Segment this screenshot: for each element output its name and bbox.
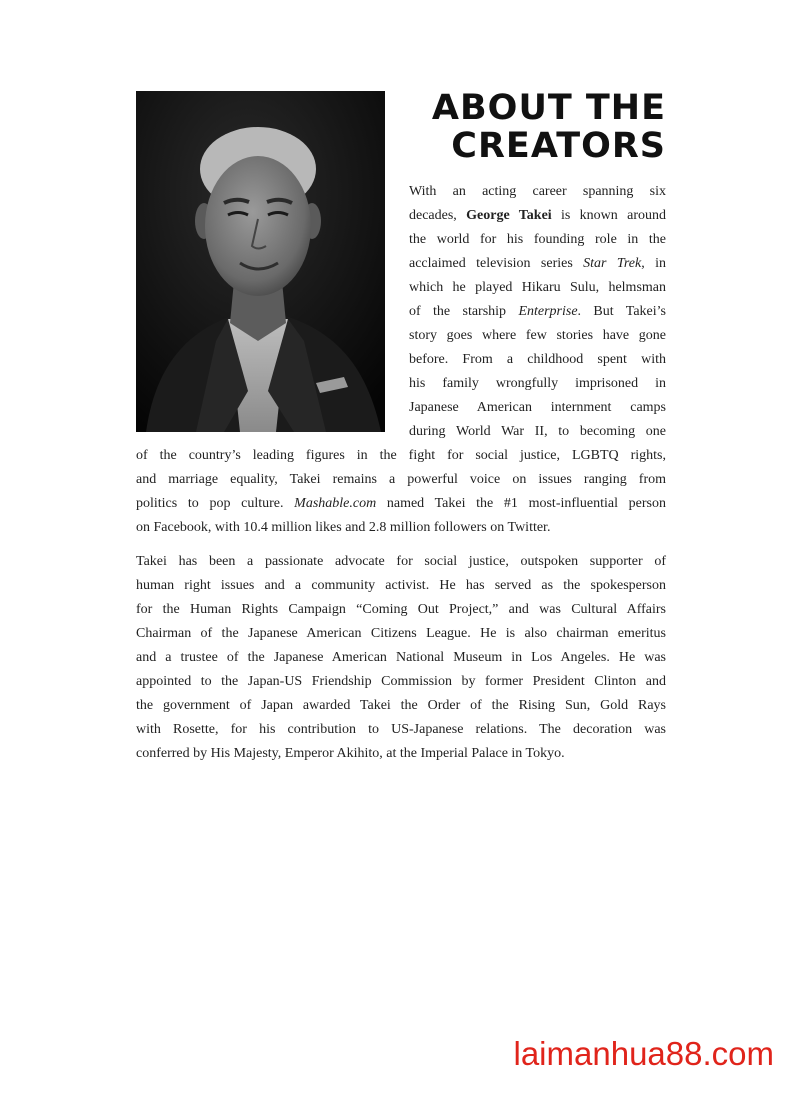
bio-line: on Facebook, with 10.4 million likes and 2.8 million followers on Twitter. [136, 520, 551, 535]
bio-line: the world for his founding role in the [409, 232, 666, 247]
heading-line-1: ABOUT THE [431, 88, 666, 128]
bio-line: With an acting career spanning six [409, 184, 666, 199]
watermark: laimanhua88.com [513, 1035, 774, 1072]
portrait-illustration [136, 91, 385, 432]
bio-line: the government of Japan awarded Takei the Order of the Rising Sun, Gold Rays [136, 698, 666, 713]
bio-line: which he played Hikaru Sulu, helmsman [409, 280, 666, 295]
bio-line: Chairman of the Japanese American Citizens League. He is also chairman emeritus [136, 626, 666, 641]
bio-line: acclaimed television series Star Trek, in [409, 256, 666, 271]
bio-line: story goes where few stories have gone [409, 328, 666, 343]
portrait-photo [136, 91, 385, 432]
bio-line: decades, George Takei is known around [409, 208, 666, 223]
bio-line: of the starship Enterprise. But Takei’s [409, 304, 666, 319]
creator-name: George Takei [466, 208, 552, 223]
bio-line: with Rosette, for his contribution to US-Japanese relations. The decoration was [136, 722, 666, 737]
bio-line: of the country’s leading figures in the fight for social justice, LGBTQ rights, [136, 448, 666, 463]
bio-line: human right issues and a community activist. He has served as the spokesperson [136, 578, 666, 593]
heading-line-2: CREATORS [451, 126, 666, 166]
series-title: Star Trek [583, 256, 642, 271]
bio-line: before. From a childhood spent with [409, 352, 666, 367]
bio-line: Japanese American internment camps [409, 400, 666, 415]
starship-name: Enterprise [518, 304, 578, 319]
bio-full-width [136, 444, 666, 540]
bio-paragraph-2 [136, 550, 666, 766]
page-heading [432, 89, 666, 165]
bio-line: during World War II, to becoming one [409, 424, 666, 439]
bio-line: conferred by His Majesty, Emperor Akihito, at the Imperial Palace in Tokyo. [136, 746, 565, 761]
bio-line: and a trustee of the Japanese American National Museum in Los Angeles. He was [136, 650, 666, 665]
website-name: Mashable.com [294, 496, 377, 511]
bio-wrapped-column [409, 180, 666, 444]
bio-line: for the Human Rights Campaign “Coming Out Project,” and was Cultural Affairs [136, 602, 666, 617]
bio-line: politics to pop culture. Mashable.com named Takei the #1 most-influential person [136, 496, 667, 511]
bio-line: his family wrongfully imprisoned in [409, 376, 666, 391]
bio-line: Takei has been a passionate advocate for social justice, outspoken supporter of [136, 554, 666, 569]
bio-line: appointed to the Japan-US Friendship Commission by former President Clinton and [136, 674, 666, 689]
bio-line: and marriage equality, Takei remains a powerful voice on issues ranging from [136, 472, 666, 487]
